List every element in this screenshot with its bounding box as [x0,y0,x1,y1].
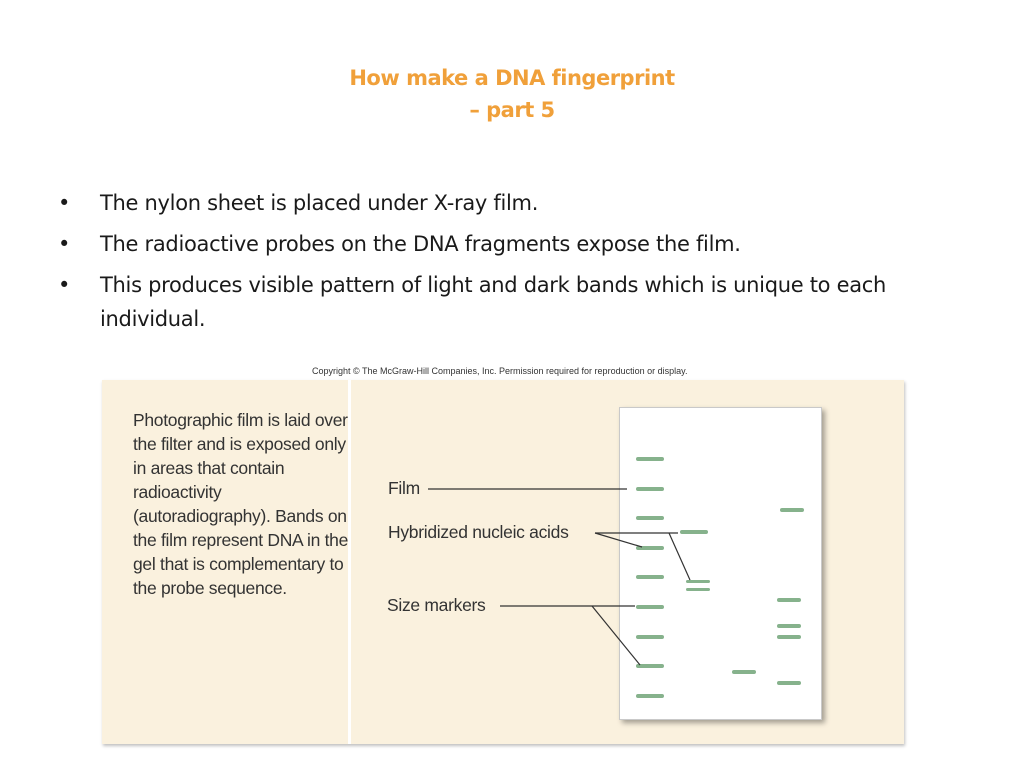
bullet-list [58,186,958,343]
bullet-glyph: • [58,232,71,256]
copyright-notice: Copyright © The McGraw-Hill Companies, Inc. Permission required for reproduction or display. [312,366,688,376]
label-size-markers: Size markers [387,595,486,615]
slide-title-line-1: How make a DNA fingerprint [349,66,675,90]
slide-title [0,62,1024,126]
bullet-text: The radioactive probes on the DNA fragments expose the film. [100,232,741,256]
bullet-item [58,186,958,220]
autoradiography-figure [102,380,904,744]
bullet-text: This produces visible pattern of light and dark bands which is unique to each individual. [100,273,887,331]
label-pointer-lines [102,380,904,744]
figure-caption: Photographic film is laid over the filter and is exposed only in areas that contain radioactivity (autoradiography). Bands on the film represent DNA in the gel that is complementary to the probe sequence. [133,410,349,598]
slide-title-line-2: – part 5 [469,98,555,122]
label-hybridized-nucleic-acids: Hybridized nucleic acids [388,522,569,542]
label-film: Film [388,478,420,498]
bullet-item [58,268,958,336]
bullet-glyph: • [58,273,71,297]
bullet-glyph: • [58,191,71,215]
bullet-item [58,227,958,261]
bullet-text: The nylon sheet is placed under X-ray film. [100,191,539,215]
